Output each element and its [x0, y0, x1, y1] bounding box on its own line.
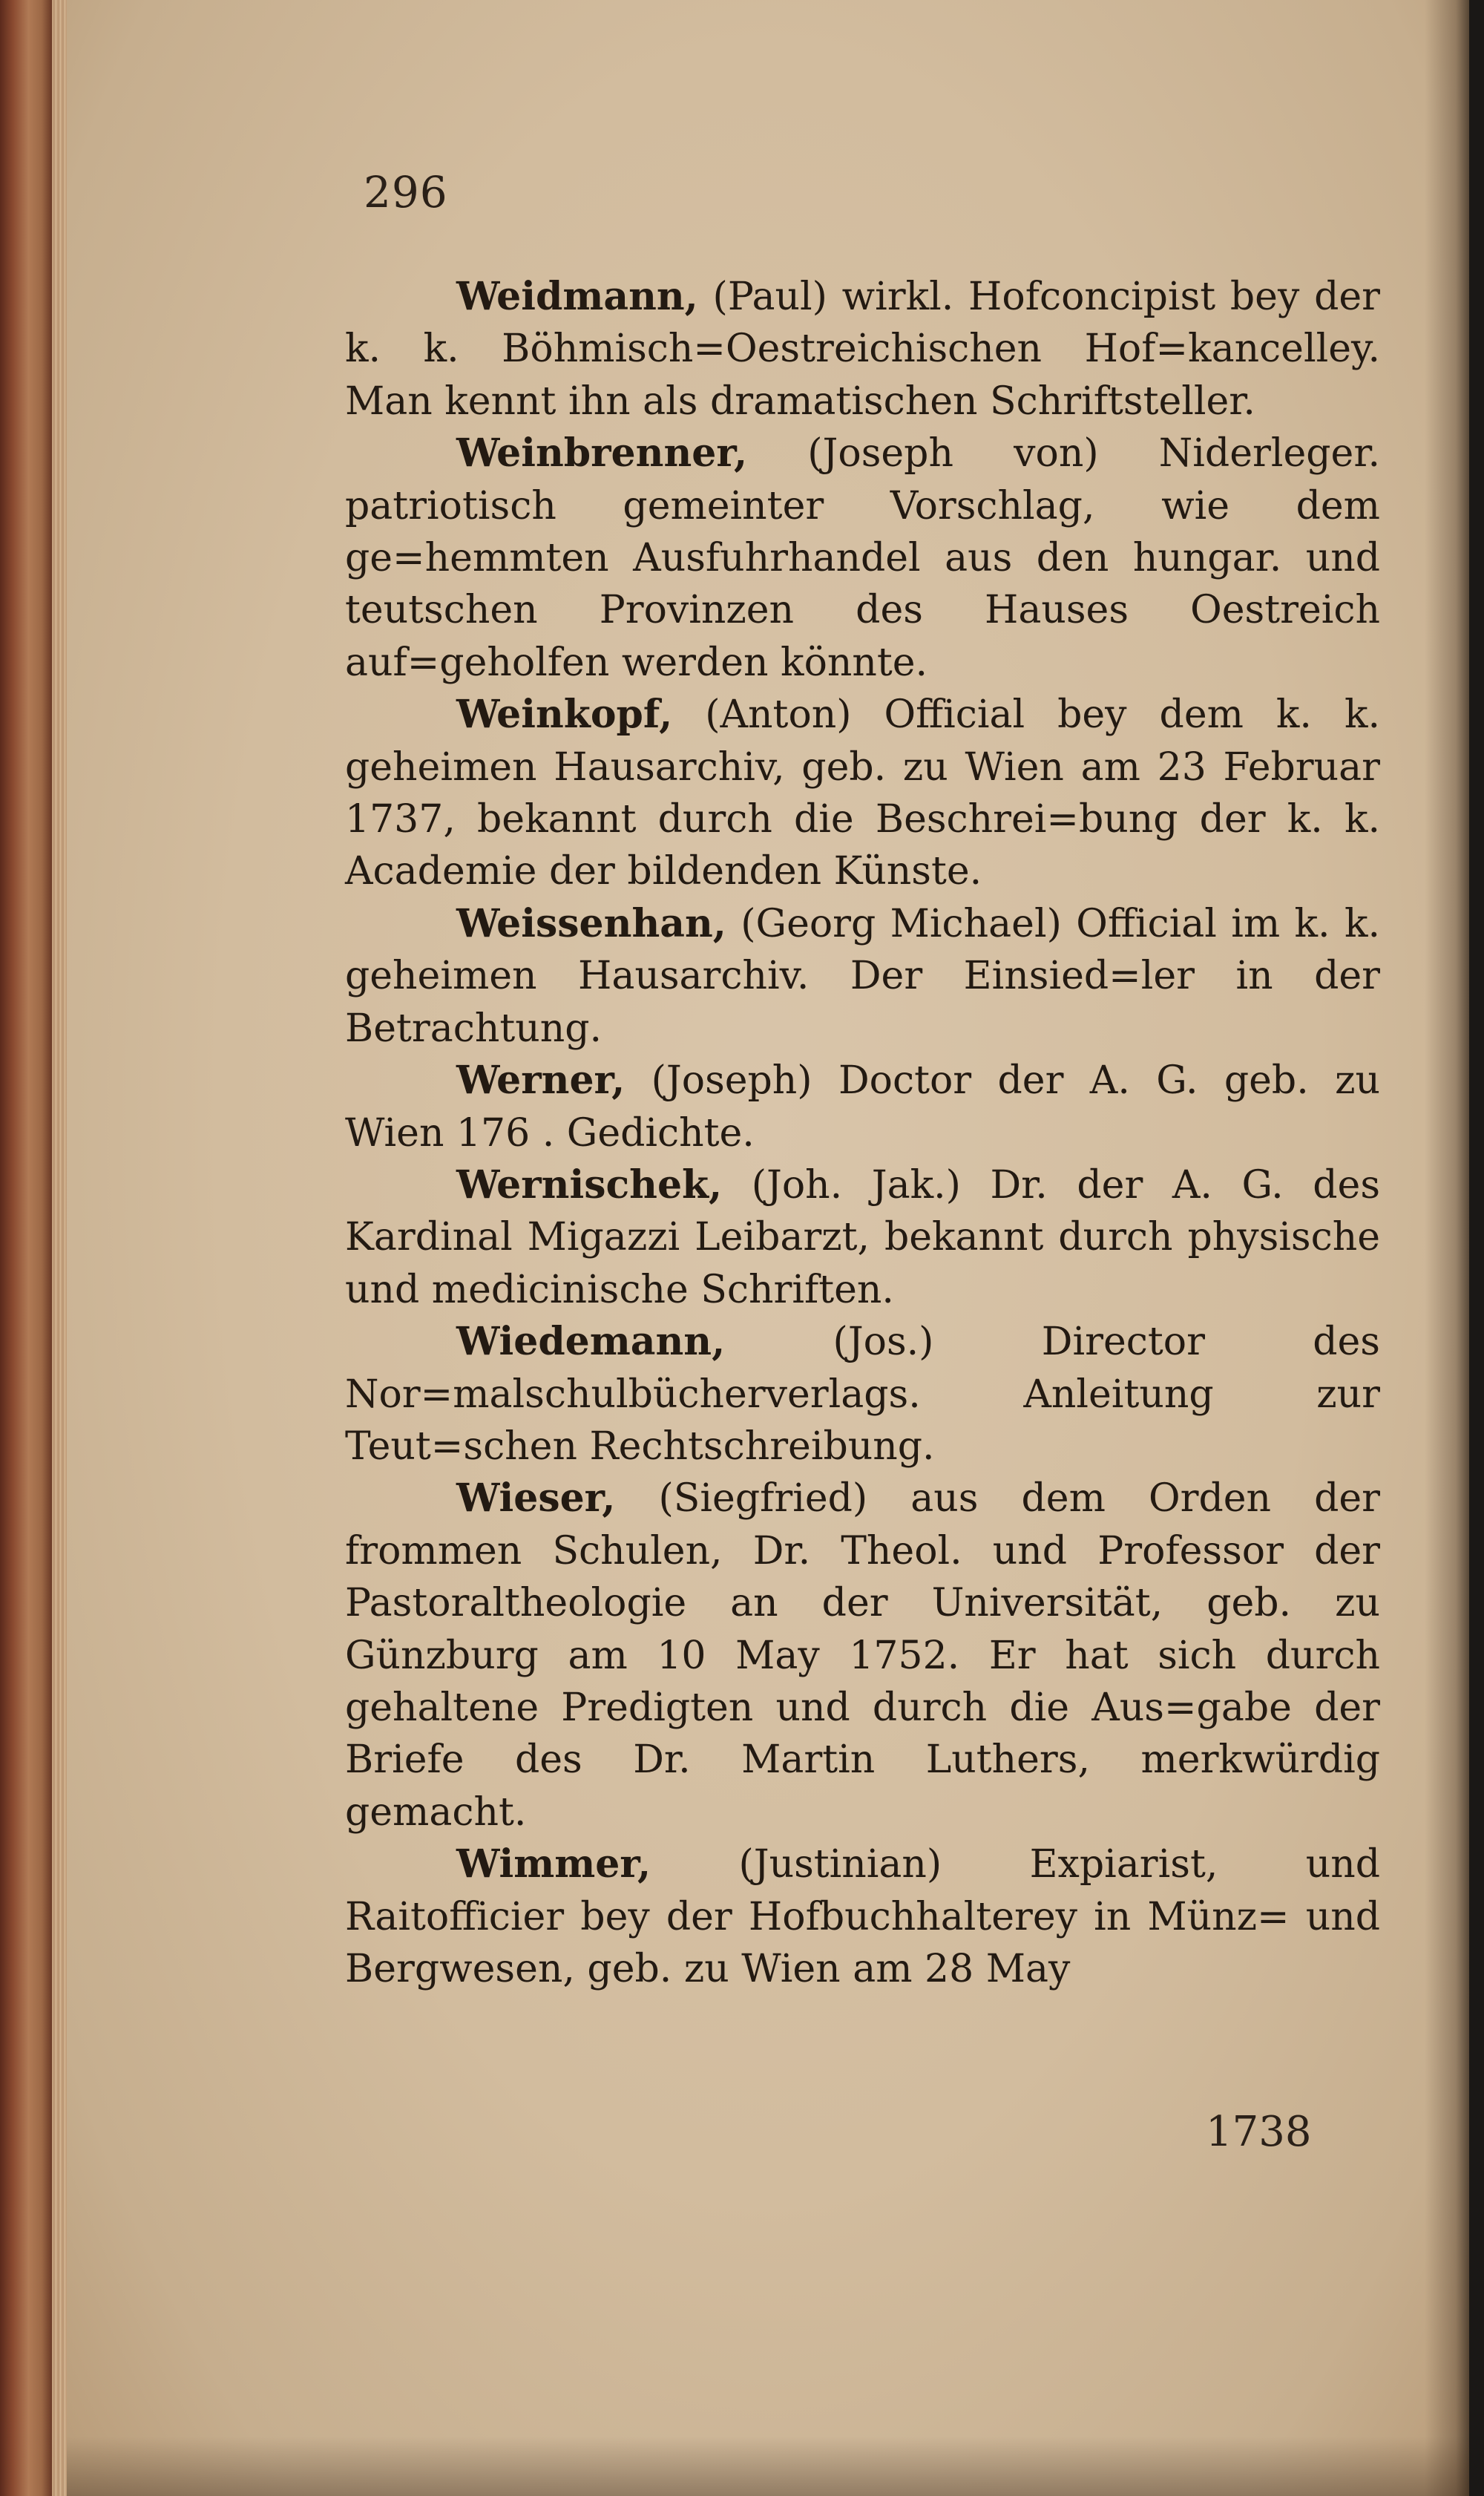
entry-name: Wieser,	[456, 1475, 616, 1521]
entry-text: (Paul) wirkl. Hofconcipist bey der k. k. Böhmisch=Oestreichischen Hof=kancelley. Man kennt ihn als dramatischen Schriftsteller.	[345, 275, 1380, 424]
catchword: 1738	[1206, 2108, 1312, 2156]
entry-text: (Justinian) Expiarist, und Raitofficier bey der Hofbuchhalterey in Münz= und Bergwesen, geb. zu Wien am 28 May	[345, 1842, 1381, 1991]
entry-text: (Joseph) Doctor der A. G. geb. zu Wien 176 . Gedichte.	[345, 1058, 1380, 1156]
entry-weinkopf	[345, 689, 1380, 898]
entry-wernischek	[345, 1159, 1380, 1316]
entry-text: (Siegfried) aus dem Orden der frommen Schulen, Dr. Theol. und Professor der Pastoraltheologie an der Universität, geb. zu Günzburg am 10 May 1752. Er hat sich durch gehaltene Predigten und durch die Aus=gabe der Briefe des Dr. Martin Luthers, merkwürdig gemacht.	[345, 1476, 1381, 1835]
entry-weissenhan	[345, 898, 1380, 1055]
entry-name: Weidmann,	[456, 274, 698, 319]
entry-text: (Anton) Official bey dem k. k. geheimen Hausarchiv, geb. zu Wien am 23 Februar 1737, bekannt durch die Beschrei=bung der k. k. Academie der bildenden Künste.	[345, 692, 1380, 894]
entry-name: Wernischek,	[456, 1162, 723, 1208]
entry-weinbrenner	[345, 428, 1380, 689]
entry-name: Wimmer,	[456, 1841, 651, 1887]
book-edge	[0, 0, 52, 2496]
entry-text: (Jos.) Director des Nor=malschulbücherverlags. Anleitung zur Teut=schen Rechtschreibung.	[345, 1320, 1380, 1469]
entry-text: (Joseph von) Niderleger. patriotisch gemeinter Vorschlag, wie dem ge=hemmten Ausfuhrhandel aus den hungar. und teutschen Provinzen des Hauses Oestreich auf=geholfen werden könnte.	[345, 431, 1380, 685]
entry-name: Wiedemann,	[456, 1319, 726, 1365]
entry-weidmann	[345, 271, 1380, 428]
leaf-shadow-bottom	[67, 2437, 1469, 2496]
entry-text: (Georg Michael) Official im k. k. geheimen Hausarchiv. Der Einsied=ler in der Betrachtung.	[345, 901, 1380, 1051]
entry-wieser	[345, 1473, 1380, 1838]
entry-text: (Joh. Jak.) Dr. der A. G. des Kardinal Migazzi Leibarzt, bekannt durch physische und medicinische Schriften.	[345, 1162, 1381, 1312]
entry-wiedemann	[345, 1316, 1380, 1473]
leaf-shadow-right	[1425, 0, 1469, 2496]
entry-name: Werner,	[456, 1058, 626, 1104]
entry-werner	[345, 1055, 1380, 1159]
entry-name: Weinkopf,	[456, 692, 673, 738]
page-edges	[52, 0, 67, 2496]
entry-name: Weinbrenner,	[456, 430, 748, 476]
entry-name: Weissenhan,	[456, 900, 726, 946]
text-block	[345, 271, 1380, 1995]
page-number: 296	[364, 167, 448, 217]
entry-wimmer	[345, 1838, 1380, 1995]
